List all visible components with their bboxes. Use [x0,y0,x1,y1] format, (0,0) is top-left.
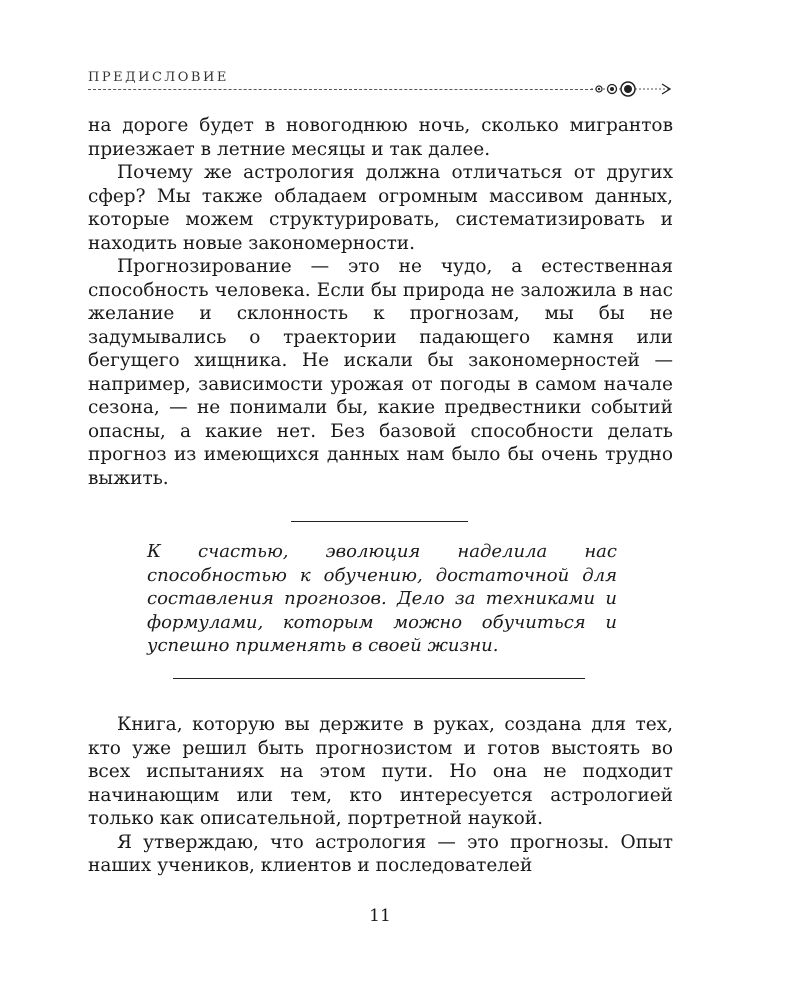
running-header-title: ПРЕДИСЛОВИЕ [88,70,229,85]
paragraph: Почему же астрология должна отличаться от других сфер? Мы также обладаем огромным массивом данных, которые можем структурировать, систематизировать и находить новые закономерности. [88,162,673,254]
running-header [88,70,673,98]
quote-bottom-rule [173,678,585,679]
main-text-lower [88,713,673,878]
header-dashed-line [88,89,593,90]
circles-arrow-ornament-icon [591,80,671,100]
paragraph: Я утверждаю, что астрология — это прогнозы. Опыт наших учеников, клиентов и последователей [88,831,673,876]
page-number: 11 [369,906,391,926]
main-text-upper [88,114,673,490]
paragraph: Прогнозирование — это не чудо, а естественная способность человека. Если бы природа не заложила в нас желание и склонность к прогнозам, мы бы не задумывались о траектории падающего камня или бегущего хищника. Не искали бы закономерностей — например, зависимости урожая от погоды в самом начале сезона, — не понимали бы, какие предвестники событий опасны, а какие нет. Без базовой способности делать прогноз из имеющихся данных нам было бы очень трудно выжить. [88,256,673,489]
paragraph: Книга, которую вы держите в руках, создана для тех, кто уже решил быть прогнозистом и готов выстоять во всех испытаниях на этом пути. Но она не подходит начинающим или тем, кто интересуется астрологией только как описательной, портретной наукой. [88,714,673,829]
pull-quote [147,540,617,658]
quote-top-rule [291,521,468,522]
paragraph: на дороге будет в новогоднюю ночь, сколько мигрантов приезжает в летние месяцы и так далее. [88,115,673,160]
pull-quote-text: К счастью, эволюция наделила нас способностью к обучению, достаточной для составления прогнозов. Дело за техниками и формулами, которым можно обучиться и успешно применять в своей жизни. [147,541,617,656]
